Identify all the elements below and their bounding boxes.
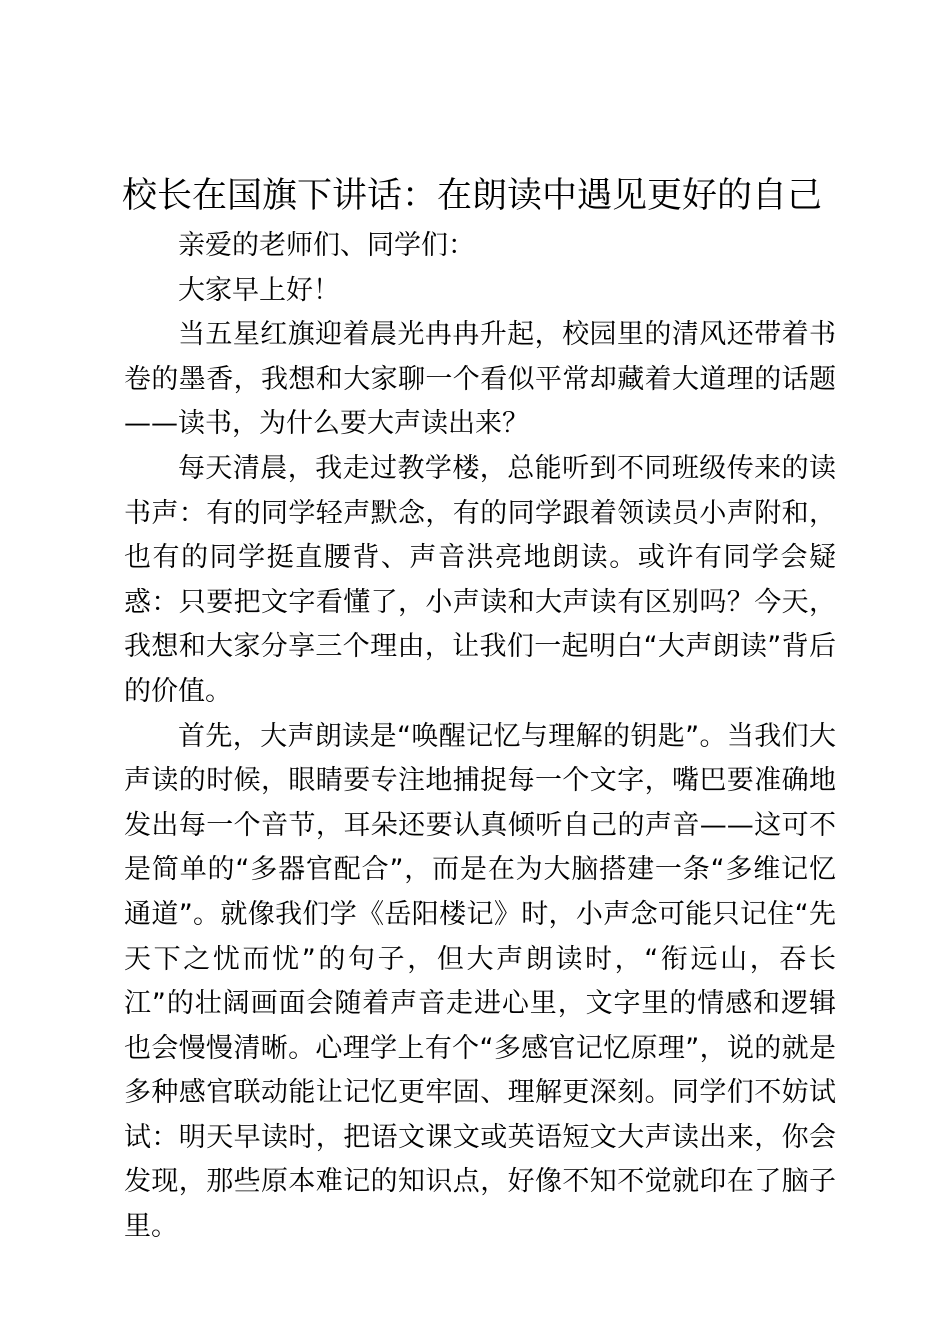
question-paragraph: 每天清晨，我走过教学楼，总能听到不同班级传来的读书声：有的同学轻声默念，有的同学跟着领读员小声附和，也有的同学挺直腰背、声音洪亮地朗读。或许有同学会疑惑：只要把文字看懂了，小声读和大声读有区别吗？今天，我想和大家分享三个理由，让我们一起明白“大声朗读”背后的价值。 [124,452,836,707]
salutation-paragraph: 亲爱的老师们、同学们： [178,230,475,261]
greeting-paragraph: 大家早上好！ [178,274,340,306]
speech-body [124,224,836,1250]
intro-paragraph: 当五星红旗迎着晨光冉冉升起，校园里的清风还带着书卷的墨香，我想和大家聊一个看似平常却藏着大道理的话题——读书，为什么要大声读出来？ [124,319,836,440]
document-title: 校长在国旗下讲话：在朗读中遇见更好的自己 [122,176,823,216]
first-reason-paragraph: 首先，大声朗读是“唤醒记忆与理解的钥匙”。当我们大声读的时候，眼睛要专注地捕捉每一个文字，嘴巴要准确地发出每一个音节，耳朵还要认真倾听自己的声音——这可不是简单的“多器官配合”，而是在为大脑搭建一条“多维记忆通道”。就像我们学《岳阳楼记》时，小声念可能只记住“先天下之忧而忧”的句子，但大声朗读时，“衔远山，吞长江”的壮阔画面会随着声音走进心里，文字里的情感和逻辑也会慢慢清晰。心理学上有个“多感官记忆原理”，说的就是多种感官联动能让记忆更牢固、理解更深刻。同学们不妨试试：明天早读时，把语文课文或英语短文大声读出来，你会发现，那些原本难记的知识点，好像不知不觉就印在了脑子里。 [124,720,836,1243]
